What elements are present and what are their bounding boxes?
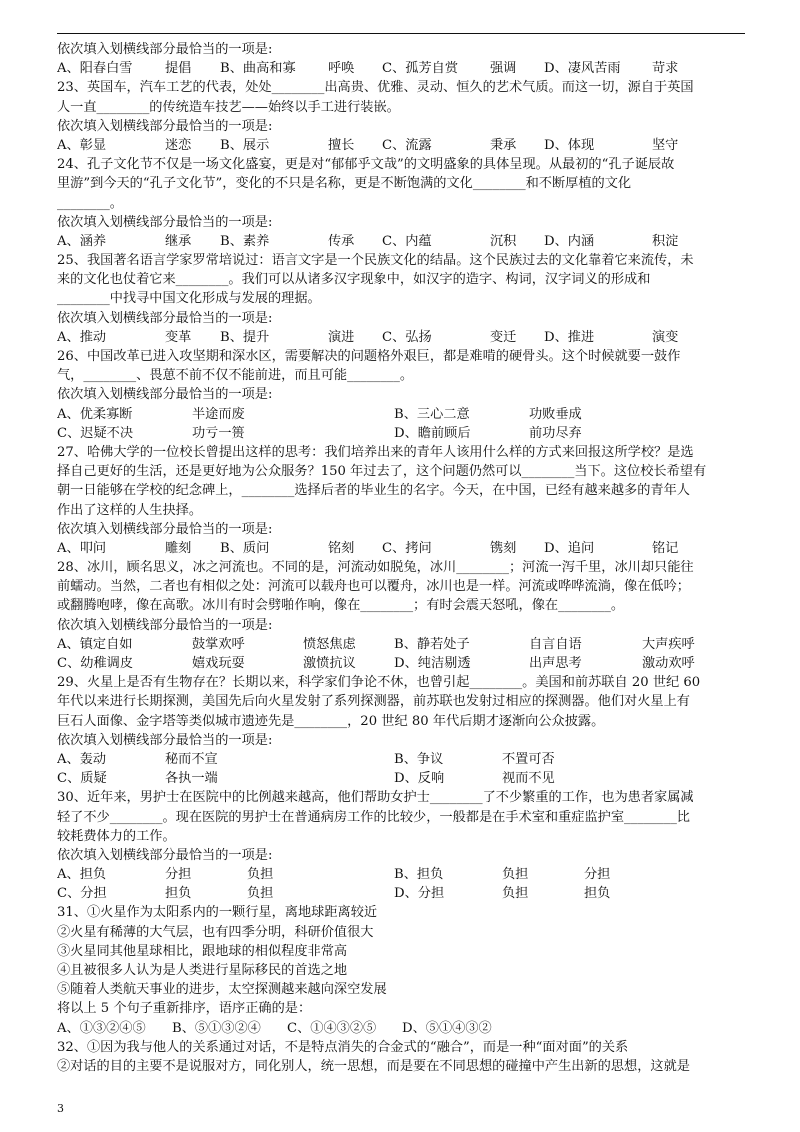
option-c: C、拷问 — [382, 540, 432, 556]
option-b: B、担负 — [394, 867, 444, 883]
question-text: 26、中国改革已进入攻坚期和深水区，需要解决的问题格外艰巨，都是难啃的硬骨头。这个时候就要一鼓作 — [57, 349, 681, 364]
option-b-word-2: 分担 — [584, 867, 611, 883]
option-c-word-1: 嬉戏玩耍 — [192, 656, 245, 671]
question-text: ②对话的目的主要不是说服对方，同化别人，统一思想，而是要在不同思想的碰撞中产生出新的思想，这就是 — [57, 1058, 690, 1074]
option-b-word-1: 自言自语 — [529, 636, 582, 652]
exam-page — [57, 40, 747, 1076]
option-a-word: 迷恋 — [165, 137, 192, 153]
question-text: 或翻腾咆哮，像在高歌。冰川有时会劈啪作响，像在________；有时会震天怒吼，像在________。 — [57, 598, 625, 614]
option-d-word: 积淀 — [652, 233, 679, 249]
option-b-word: 铭刻 — [328, 540, 355, 556]
option-b-word: 传承 — [328, 233, 355, 249]
option-d: D、追问 — [544, 540, 595, 556]
option-d: D、体现 — [544, 137, 595, 153]
option-c-word: 沉积 — [490, 233, 517, 249]
option-b: B、三心二意 — [394, 406, 470, 422]
option-c: C、幼稚调皮 — [57, 656, 134, 671]
option-row — [57, 328, 747, 347]
option-d-word: 演变 — [652, 329, 679, 345]
option-a: A、担负 — [57, 867, 107, 883]
question-text: 朝一日能够在学校的纪念碑上，________选择后者的毕业生的名字。今天，在中国，已经有越来越多的青年人 — [57, 483, 690, 499]
question-text: 作出了这样的人生抉择。 — [57, 502, 203, 518]
option-a-word-1: 分担 — [165, 867, 192, 883]
option-c: C、迟疑不决 — [57, 425, 134, 441]
option-row — [57, 884, 747, 903]
option-c-word: 镌刻 — [490, 540, 517, 556]
question-prompt: 依次填入划横线部分最恰当的一项是: — [57, 387, 273, 403]
option-a: A、彰显 — [57, 137, 107, 153]
option-c: C、流露 — [382, 137, 432, 153]
option-c: C、分担 — [57, 886, 107, 902]
option-a-word-2: 愤怒焦虑 — [303, 636, 356, 652]
question-text: 31、①火星作为太阳系内的一颗行星，离地球距离较近 — [57, 905, 378, 921]
question-prompt: 依次填入划横线部分最恰当的一项是: — [57, 617, 273, 633]
option-row — [57, 635, 747, 654]
option-d-word-2: 担负 — [584, 886, 611, 902]
option-a-word-1: 鼓掌欢呼 — [192, 636, 245, 652]
question-text: 气，________、畏葸不前不仅不能前进，而且可能________。 — [57, 368, 414, 384]
question-text: 年代以来进行长期探测，美国先后向火星发射了系列探测器，前苏联也发射过相应的探测器。他们对火星上有 — [57, 694, 690, 710]
question-text: 择自己更好的生活，还是更好地为公众服务？150 年过去了，这个问题仍然可以________当下。这位校长希望有 — [57, 464, 707, 480]
question-text: 23、英国车，汽车工艺的代表，处处________出高贵、优雅、灵动、恒久的艺术气质。而这一切，源自于英国 — [57, 80, 694, 96]
option-c-word-2: 激愤抗议 — [303, 656, 356, 671]
option-a: A、涵养 — [57, 233, 107, 249]
option-c-word: 秉承 — [490, 137, 517, 153]
option-b-word: 演进 — [328, 329, 355, 345]
question-text: 30、近年来，男护士在医院中的比例越来越高，他们帮助女护士________了不少繁重的工作，也为患者家属减 — [57, 790, 694, 806]
sentence-4: ④且被很多人认为是人类进行星际移民的首选之地 — [57, 963, 348, 978]
option-a: A、推动 — [57, 329, 107, 345]
option-a: A、轰动 — [57, 751, 107, 767]
option-d-word-2: 激动欢呼 — [642, 656, 695, 671]
option-row — [57, 232, 747, 251]
sentence-5: ⑤随着人类航天事业的进步，太空探测越来越向深空发展 — [57, 982, 387, 998]
question-prompt: 依次填入划横线部分最恰当的一项是: — [57, 310, 273, 326]
question-prompt: 依次填入划横线部分最恰当的一项是: — [57, 732, 273, 748]
option-c: C、孤芳自赏 — [382, 61, 459, 77]
option-d-word: 铭记 — [652, 540, 679, 556]
question-text: 里游”到今天的“孔子文化节”，变化的不只是名称，更是不断饱满的文化________和不断厚植的文化 — [57, 176, 632, 192]
option-row — [57, 1019, 747, 1038]
question-prompt: 依次填入划横线部分最恰当的一项是: — [57, 214, 273, 230]
question-text: 28、冰川，顾名思义，冰之河流也。不同的是，河流动如脱兔，冰川________；河流一泻千里，冰川却只能往 — [57, 560, 694, 576]
option-b-word-1: 负担 — [502, 867, 529, 883]
question-text: 巨石人面像、金字塔等类似城市遗迹先是________，20 世纪 80 年代后期才逐渐向公众披露。 — [57, 713, 605, 729]
option-row — [57, 136, 747, 155]
option-b: B、质问 — [220, 540, 270, 556]
option-c: C、弘扬 — [382, 329, 432, 345]
question-prompt: 将以上 5 个句子重新排序，语序正确的是： — [57, 1001, 312, 1017]
option-b: B、争议 — [394, 751, 444, 767]
option-b: B、展示 — [220, 137, 270, 153]
question-text: 29、火星上是否有生物存在？长期以来，科学家们争论不休，也曾引起________。美国和前苏联自 20 世纪 60 — [57, 675, 701, 691]
option-row — [57, 405, 747, 424]
option-a: A、①③②④⑤ — [57, 1020, 146, 1036]
question-prompt: 依次填入划横线部分最恰当的一项是: — [57, 521, 273, 537]
sentence-3: ③火星同其他星球相比，跟地球的相似程度非常高 — [57, 943, 348, 959]
option-a-word: 变革 — [165, 329, 192, 345]
option-d-word-1: 出声思考 — [529, 656, 582, 671]
option-a-word: 半途而废 — [192, 406, 245, 422]
option-c-word: 功亏一篑 — [192, 425, 245, 441]
option-b-word: 擅长 — [328, 137, 355, 153]
option-a: A、叩问 — [57, 540, 107, 556]
option-d: D、分担 — [394, 886, 445, 902]
option-d: D、内涵 — [544, 233, 595, 249]
option-b: B、⑤①③②④ — [172, 1020, 261, 1036]
option-d-word-1: 负担 — [502, 886, 529, 902]
option-c: C、质疑 — [57, 771, 107, 787]
question-text: 25、我国著名语言学家罗常培说过：语言文字是一个民族文化的结晶。这个民族过去的文化靠着它来流传，未 — [57, 253, 694, 269]
option-d-word: 坚守 — [652, 137, 679, 153]
option-a: A、阳春白雪 — [57, 61, 133, 77]
question-text: ________。 — [57, 195, 123, 211]
option-a-word: 秘而不宣 — [165, 751, 218, 767]
option-b-word-2: 大声疾呼 — [642, 636, 695, 652]
option-d: D、纯洁剔透 — [394, 656, 471, 671]
option-row — [57, 539, 747, 558]
option-d: D、凄风苦雨 — [544, 61, 621, 77]
option-b-word: 不置可否 — [502, 751, 555, 767]
option-c-word: 变迁 — [490, 329, 517, 345]
option-d-word: 苛求 — [652, 61, 679, 77]
question-text: 来的文化也仗着它来________。我们可以从诸多汉字现象中，如汉字的造字、构词，汉字词义的形成和 — [57, 272, 651, 288]
option-c: C、①④③②⑤ — [287, 1020, 377, 1036]
question-prompt: 依次填入划横线部分最恰当的一项是: — [57, 118, 273, 134]
option-b-word: 功败垂成 — [529, 406, 582, 422]
sentence-2: ②火星有稀薄的大气层，也有四季分明，科研价值很大 — [57, 924, 374, 940]
header-rule — [57, 33, 745, 34]
question-text: 人一直________的传统造车技艺——始终以手工进行装嵌。 — [57, 99, 400, 115]
option-d: D、反响 — [394, 771, 445, 787]
question-prompt: 依次填入划横线部分最恰当的一项是: — [57, 42, 273, 57]
option-a: A、镇定自如 — [57, 636, 133, 652]
option-d-word: 视而不见 — [502, 771, 555, 787]
question-text: 较耗费体力的工作。 — [57, 828, 176, 844]
option-d: D、推进 — [544, 329, 595, 345]
question-text: 32、①因为我与他人的关系通过对话，不是特点消失的合金式的“融合”，而是一种“面对面”的关系 — [57, 1039, 629, 1055]
option-b: B、静若处子 — [394, 636, 470, 652]
option-b-word: 呼唤 — [328, 61, 355, 77]
question-prompt: 依次填入划横线部分最恰当的一项是: — [57, 847, 273, 863]
option-a-word-2: 负担 — [247, 867, 274, 883]
option-b: B、素养 — [220, 233, 270, 249]
option-a-word: 提倡 — [165, 61, 192, 77]
option-d: D、瞻前顾后 — [394, 425, 471, 441]
option-c-word: 强调 — [490, 61, 517, 77]
option-b: B、提升 — [220, 329, 270, 345]
option-a: A、优柔寡断 — [57, 406, 133, 422]
option-c-word: 各执一端 — [165, 771, 218, 787]
option-row — [57, 769, 747, 788]
option-d: D、⑤①④③② — [402, 1020, 492, 1036]
question-text: 轻了不少________。现在医院的男护士在普通病房工作的比较少，一般都是在手术室和重症监护室________比 — [57, 809, 690, 825]
option-d-word: 前功尽弃 — [529, 425, 582, 441]
option-c-word-2: 负担 — [247, 886, 274, 902]
option-b: B、曲高和寡 — [220, 61, 296, 77]
option-a-word: 雕刻 — [165, 540, 192, 556]
question-text: 24、孔子文化节不仅是一场文化盛宴，更是对“郁郁乎文哉”的文明盛象的具体呈现。从最初的“孔子诞辰故 — [57, 157, 675, 173]
option-a-word: 继承 — [165, 233, 192, 249]
question-text: 27、哈佛大学的一位校长曾提出这样的思考：我们培养出来的青年人该用什么样的方式来回报这所学校？是选 — [57, 444, 694, 460]
option-c: C、内蕴 — [382, 233, 432, 249]
option-row — [57, 59, 747, 78]
option-row — [57, 750, 747, 769]
question-text: ________中找寻中国文化形成与发展的理据。 — [57, 291, 321, 307]
option-row — [57, 424, 747, 443]
page-number: 3 — [57, 1102, 64, 1115]
option-row — [57, 865, 747, 884]
question-text: 前蠕动。当然，二者也有相似之处：河流可以载舟也可以覆舟，冰川也是一样。河流或哗哗流淌，像在低吟； — [57, 579, 690, 595]
option-c-word-1: 担负 — [165, 886, 192, 902]
option-row — [57, 654, 747, 673]
